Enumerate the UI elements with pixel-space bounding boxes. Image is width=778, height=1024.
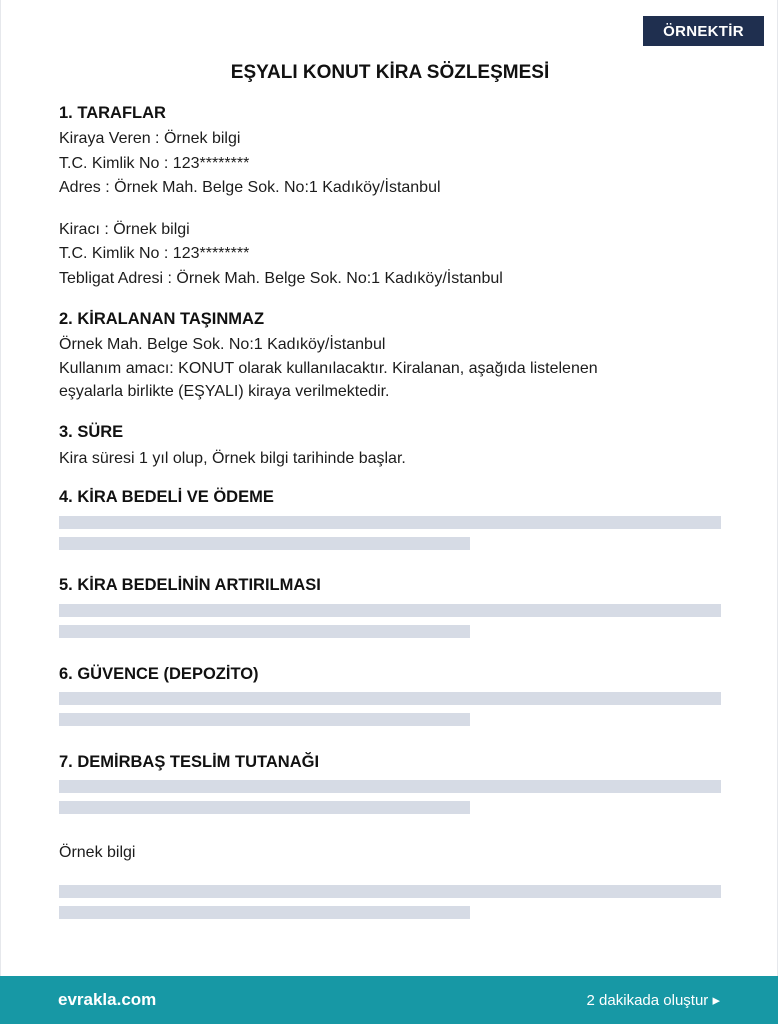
section-deposit-heading: 6. GÜVENCE (DEPOZİTO): [59, 665, 259, 683]
redacted-line: [59, 625, 470, 638]
sample-badge: ÖRNEKTİR: [643, 16, 764, 46]
section-property-heading: 2. KİRALANAN TAŞINMAZ: [59, 310, 265, 328]
property-address: Örnek Mah. Belge Sok. No:1 Kadıköy/İstanbul: [59, 336, 386, 353]
duration-text: Kira süresi 1 yıl olup, Örnek bilgi tarihinde başlar.: [59, 450, 406, 467]
property-purpose-line1: Kullanım amacı: KONUT olarak kullanılacaktır. Kiralanan, aşağıda listelenen: [59, 360, 598, 377]
redacted-line: [59, 906, 470, 919]
landlord-name: Kiraya Veren : Örnek bilgi: [59, 130, 241, 147]
create-document-label: 2 dakikada oluştur: [586, 992, 709, 1009]
landlord-id: T.C. Kimlik No : 123********: [59, 155, 250, 172]
footer-bar: [0, 976, 778, 1024]
section-duration-heading: 3. SÜRE: [59, 423, 124, 441]
section-rent-increase-heading: 5. KİRA BEDELİNİN ARTIRILMASI: [59, 576, 321, 594]
redacted-line: [59, 692, 721, 705]
landlord-address: Adres : Örnek Mah. Belge Sok. No:1 Kadıköy/İstanbul: [59, 179, 441, 196]
redacted-line: [59, 516, 721, 529]
create-document-link[interactable]: [587, 991, 720, 1009]
document-title: EŞYALI KONUT KİRA SÖZLEŞMESİ: [230, 62, 550, 83]
redacted-line: [59, 780, 721, 793]
section-parties-heading: 1. TARAFLAR: [59, 104, 166, 122]
tenant-id: T.C. Kimlik No : 123********: [59, 245, 250, 262]
section-inventory-heading: 7. DEMİRBAŞ TESLİM TUTANAĞI: [59, 753, 320, 771]
redacted-line: [59, 604, 721, 617]
arrow-icon: ▸: [712, 992, 720, 1009]
redacted-line: [59, 885, 721, 898]
brand-link[interactable]: evrakla.com: [58, 990, 157, 1009]
tenant-name: Kiracı : Örnek bilgi: [59, 221, 190, 238]
tenant-address: Tebligat Adresi : Örnek Mah. Belge Sok. No:1 Kadıköy/İstanbul: [59, 270, 503, 287]
redacted-line: [59, 713, 470, 726]
property-purpose-line2: eşyalarla birlikte (EŞYALI) kiraya verilmektedir.: [59, 383, 390, 400]
redacted-line: [59, 801, 470, 814]
extra-text: Örnek bilgi: [59, 844, 136, 861]
section-rent-heading: 4. KİRA BEDELİ VE ÖDEME: [59, 488, 274, 506]
redacted-line: [59, 537, 470, 550]
